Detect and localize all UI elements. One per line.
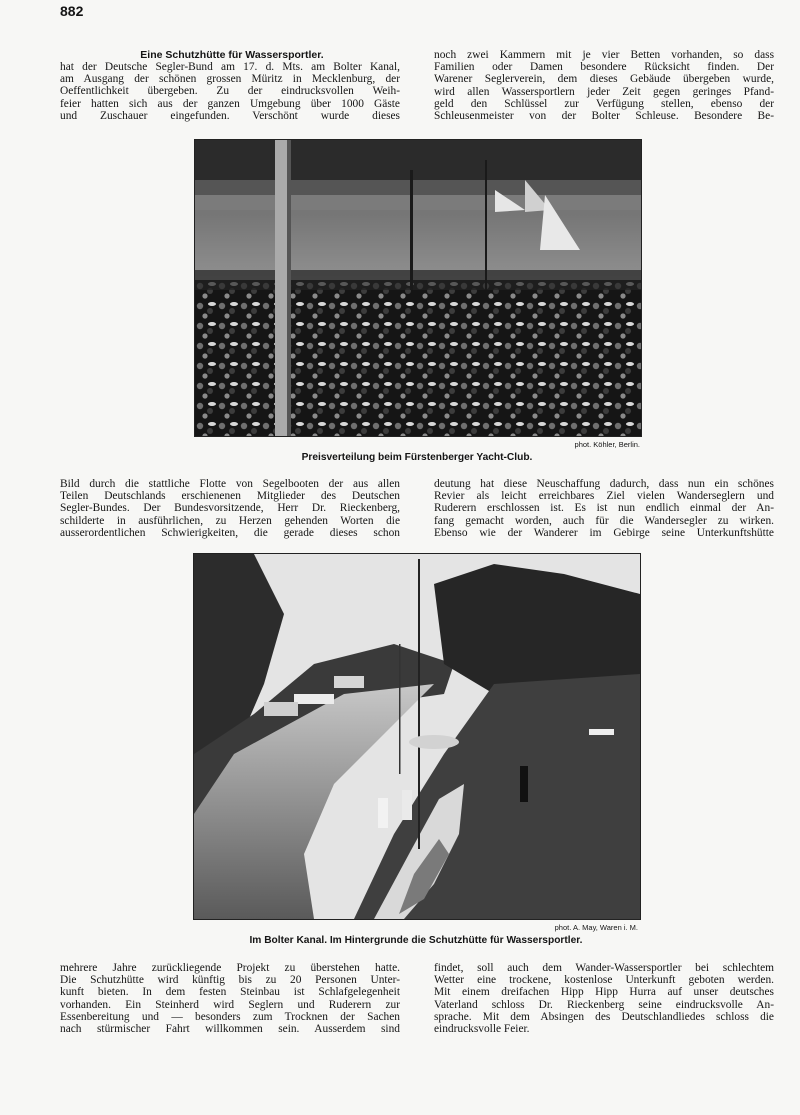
text-column-2-left [60,478,400,539]
text-line: findet, soll auch dem Wander-Wassersportler bei schlechtem [434,962,774,974]
text-line: wird allen Wassersportlern jeder Zeit gegen geringes Pfand- [434,85,774,98]
text-column-1-left [60,61,400,122]
text-column-3-right [434,962,774,1035]
photo-bolter-canal [193,553,641,920]
text-line: Mit einem dreifachen Hipp Hipp Hurra auf unser deutsches [434,986,774,999]
text-line: nach stürmischer Fahrt willkommen sein. Ausserdem sind [60,1023,400,1036]
text-line: Revier als leicht erreichbares Ziel vielen Wanderseglern und [434,490,774,503]
text-line: Warener Seglerverein, dem dieses Gebäude übergeben wurde, [434,73,774,86]
photo-prize-ceremony [194,139,642,437]
text-line: Bild durch die stattliche Flotte von Segelbooten der aus allen [60,478,400,490]
figure-caption-2: Im Bolter Kanal. Im Hintergrunde die Schutzhütte für Wassersportler. [249,935,583,946]
text-column-1-right [434,49,774,122]
text-line: feier hatten sich aus der ganzen Umgebung über 1000 Gäste [60,97,400,110]
text-line: Familien oder Damen besondere Rücksicht finden. Der [434,61,774,74]
text-line: am Ausgang der schönen grossen Müritz in Mecklenburg, der [60,73,400,86]
text-line: Teilen Deutschlands erschienenen Mitglieder des Deutschen [60,490,400,503]
text-line: Ebenso wie der Wanderer im Gebirge seine Unterkunftshütte [434,526,774,539]
text-line: Wetter eine trockene, kostenlose Unterkunft geboten werden. [434,974,774,987]
text-line: ausserordentlichen Schwierigkeiten, die gerade dieses schon [60,526,400,539]
page-number: 882 [60,3,84,19]
text-line: deutung hat diese Neuschaffung dadurch, dass nun ein schönes [434,478,774,490]
text-line: mehrere Jahre zurückliegende Projekt zu überstehen hatte. [60,962,400,974]
text-line: schilderte in ausführlichen, zu Herzen gehenden Worten die [60,514,400,527]
text-line: hat der Deutsche Segler-Bund am 17. d. Mts. am Bolter Kanal, [60,61,400,73]
text-line: Segler-Bundes. Der Bundesvorsitzende, Herr Dr. Rieckenberg, [60,502,400,515]
text-line: kunft bieten. In dem festen Steinbau ist Schlafgelegenheit [60,986,400,999]
text-line: Ruderern erschlossen ist. Es ist nun endlich einmal der An- [434,502,774,515]
photo-credit-2: phot. A. May, Waren i. M. [554,923,638,932]
text-line: und Zuschauer eingefunden. Verschönt wurde dieses [60,109,400,122]
text-line: eindrucksvolle Feier. [434,1023,530,1036]
text-line: Oeffentlichkeit übergeben. Zu der eindrucksvollen Weih- [60,85,400,98]
text-line: geld den Schlüssel zur Verfügung stellen, ebenso der [434,97,774,110]
text-column-3-left [60,962,400,1035]
text-line: vorhanden. Ein Steinherd wird Seglern und Ruderern zur [60,998,400,1011]
text-line: noch zwei Kammern mit je vier Betten vorhanden, so dass [434,49,774,61]
text-line: fang gemacht worden, auch für die Wandersegler zu wirken. [434,514,774,527]
photo-credit-1: phot. Köhler, Berlin. [574,440,640,449]
text-column-2-right [434,478,774,539]
text-line: sprache. Mit dem Absingen des Deutschlandliedes schloss die [434,1010,774,1023]
figure-caption-1: Preisverteilung beim Fürstenberger Yacht-Club. [301,452,533,463]
text-line: Schleusenmeister von der Bolter Schleuse. Besondere Be- [434,110,774,123]
article-title: Eine Schutzhütte für Wassersportler. [140,49,324,61]
text-line: Vaterland schloss Dr. Rieckenberg seine eindrucksvolle An- [434,998,774,1011]
text-line: Die Schutzhütte wird künftig bis zu 20 Personen Unter- [60,974,400,987]
text-line: Essenbereitung und — besonders zum Trocknen der Sachen [60,1010,400,1023]
